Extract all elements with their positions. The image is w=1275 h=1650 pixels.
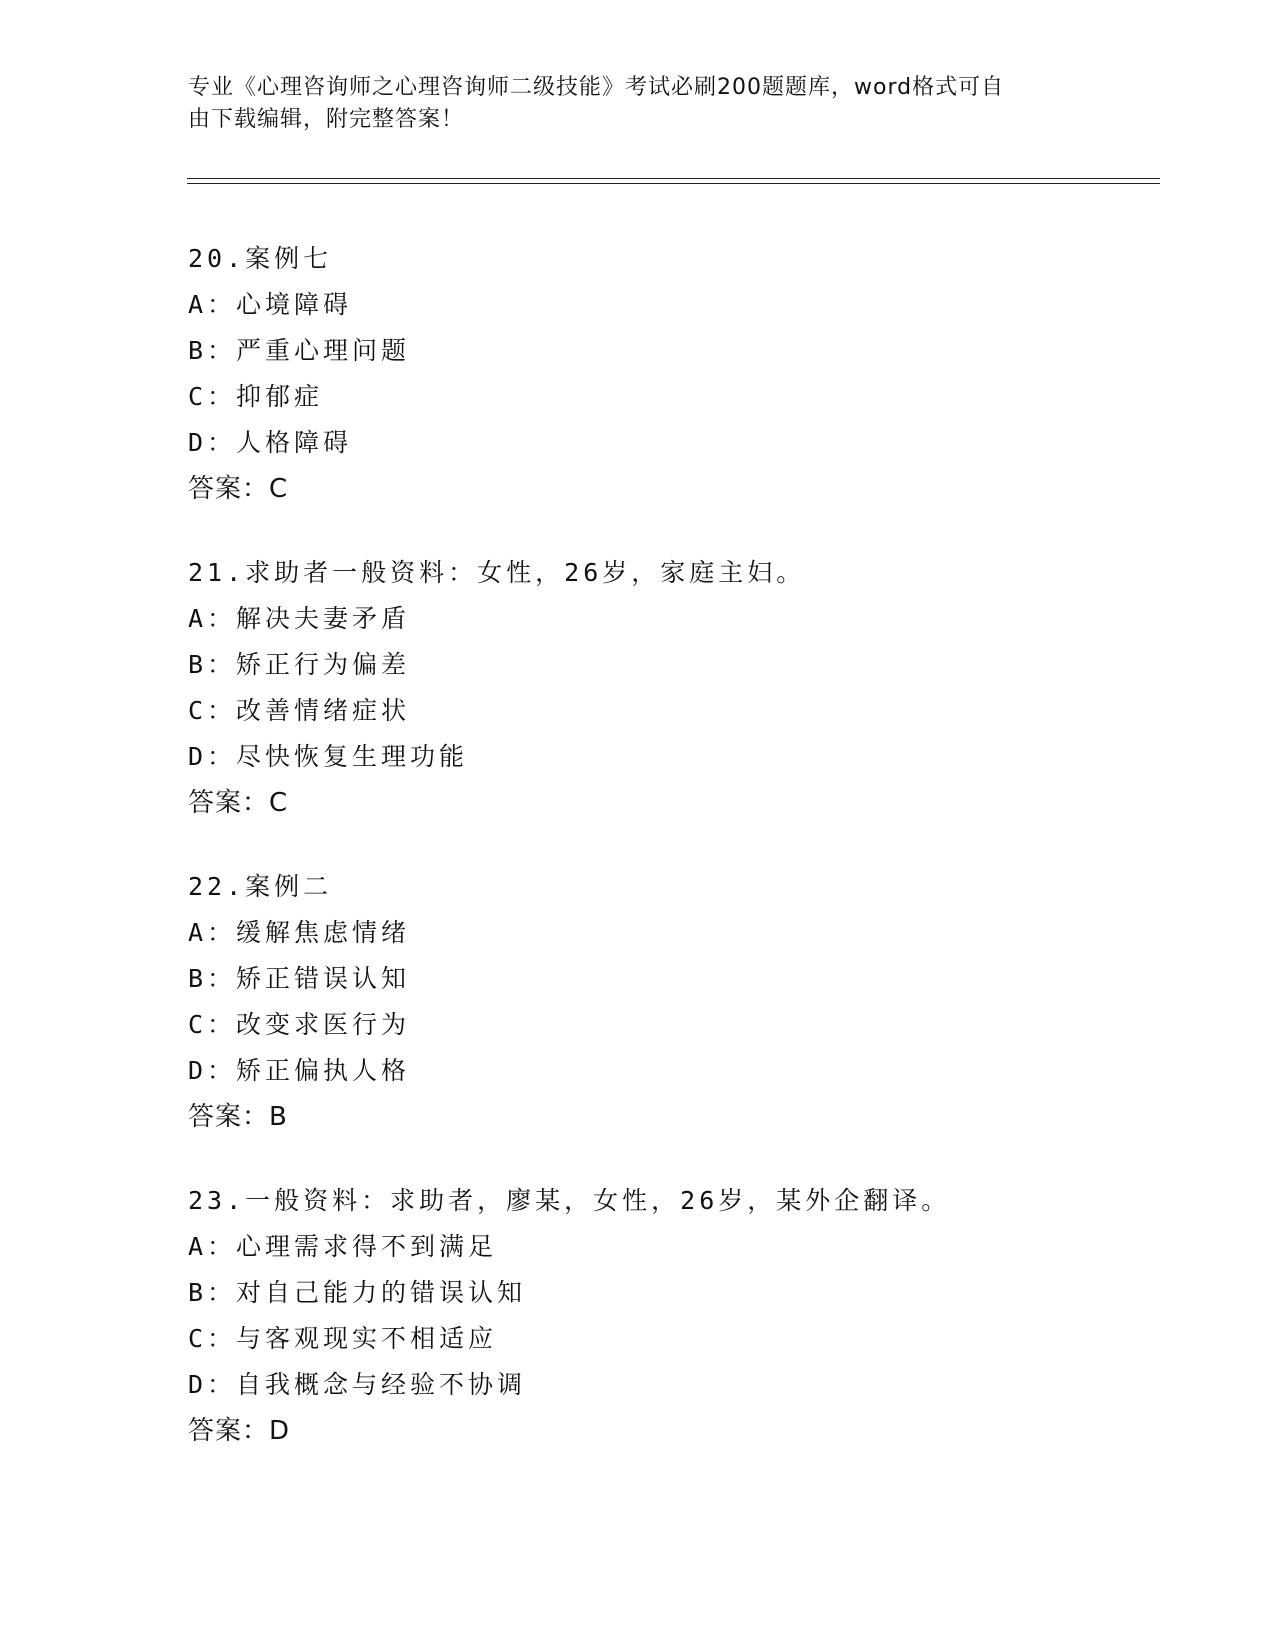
header-line-1: 专业《心理咨询师之心理咨询师二级技能》考试必刷200题题库，word格式可自	[188, 75, 1005, 100]
option-b: B：矫正行为偏差	[188, 650, 411, 679]
answer-line: 答案：B	[188, 1102, 288, 1132]
option-c: C：抑郁症	[188, 382, 324, 411]
document-header	[188, 72, 1088, 136]
question-list	[188, 236, 1148, 1492]
option-b: B：矫正错误认知	[188, 964, 411, 993]
option-b: B：对自己能力的错误认知	[188, 1278, 527, 1307]
option-c: C：改变求医行为	[188, 1010, 411, 1039]
option-a: A：解决夫妻矛盾	[188, 604, 411, 633]
question-20	[188, 236, 1148, 512]
header-divider-bottom	[187, 183, 1160, 184]
question-stem: 23.一般资料：求助者，廖某，女性，26岁，某外企翻译。	[188, 1186, 951, 1215]
option-c: C：与客观现实不相适应	[188, 1324, 498, 1353]
question-stem: 21.求助者一般资料：女性，26岁，家庭主妇。	[188, 558, 806, 587]
question-22	[188, 864, 1148, 1140]
option-d: D：尽快恢复生理功能	[188, 742, 469, 771]
option-d: D：人格障碍	[188, 428, 353, 457]
question-23	[188, 1178, 1148, 1454]
header-line-2: 由下载编辑，附完整答案！	[188, 107, 465, 132]
question-stem: 20.案例七	[188, 244, 333, 273]
option-d: D：自我概念与经验不协调	[188, 1370, 527, 1399]
answer-line: 答案：C	[188, 474, 289, 504]
option-a: A：心理需求得不到满足	[188, 1232, 498, 1261]
answer-line: 答案：C	[188, 788, 289, 818]
header-divider-top	[187, 178, 1160, 179]
option-b: B：严重心理问题	[188, 336, 411, 365]
option-c: C：改善情绪症状	[188, 696, 411, 725]
question-stem: 22.案例二	[188, 872, 333, 901]
question-21	[188, 550, 1148, 826]
answer-line: 答案：D	[188, 1416, 291, 1446]
option-d: D：矫正偏执人格	[188, 1056, 411, 1085]
option-a: A：缓解焦虑情绪	[188, 918, 411, 947]
option-a: A：心境障碍	[188, 290, 353, 319]
